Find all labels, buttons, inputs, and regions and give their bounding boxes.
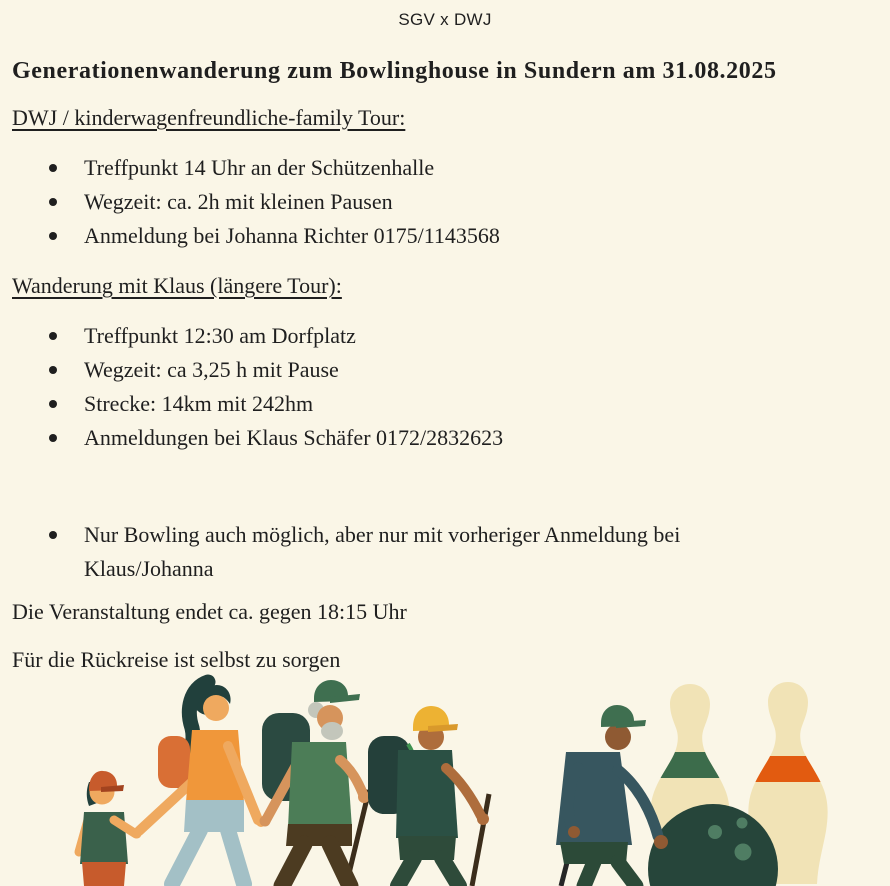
list-item: Strecke: 14km mit 242hm	[0, 387, 890, 421]
senior-hiker	[260, 680, 371, 886]
young-man-hiker	[368, 706, 489, 886]
list-item: Treffpunkt 12:30 am Dorfplatz	[0, 319, 890, 353]
list-item: Wegzeit: ca. 2h mit kleinen Pausen	[0, 185, 890, 219]
closing-time-line: Die Veranstaltung endet ca. gegen 18:15 Uhr	[12, 599, 407, 624]
list-item: Anmeldungen bei Klaus Schäfer 0172/2832623	[0, 421, 890, 455]
bowling-note: Nur Bowling auch möglich, aber nur mit vorheriger Anmeldung bei Klaus/Johanna	[0, 518, 775, 586]
list-item: Anmeldung bei Johanna Richter 0175/1143568	[0, 219, 890, 253]
list-item: Treffpunkt 14 Uhr an der Schützenhalle	[0, 151, 890, 185]
brand-line: SGV x DWJ	[398, 10, 492, 29]
return-travel-line: Für die Rückreise ist selbst zu sorgen	[12, 647, 341, 672]
page-title: Generationenwanderung zum Bowlinghouse in Sundern am 31.08.2025	[12, 58, 777, 84]
klaus-tour-list	[0, 319, 890, 455]
woman-hiker	[139, 682, 266, 884]
list-item: Wegzeit: ca 3,25 h mit Pause	[0, 353, 890, 387]
section-heading-klaus-tour: Wanderung mit Klaus (längere Tour):	[12, 273, 342, 298]
hikers-and-bowling-svg	[0, 670, 890, 886]
child-hiker	[79, 771, 142, 886]
section-heading-family-tour: DWJ / kinderwagenfreundliche-family Tour:	[12, 105, 406, 130]
bowling-note-list	[0, 518, 890, 586]
hikers-and-bowling-illustration	[0, 670, 890, 886]
family-tour-list	[0, 151, 890, 253]
